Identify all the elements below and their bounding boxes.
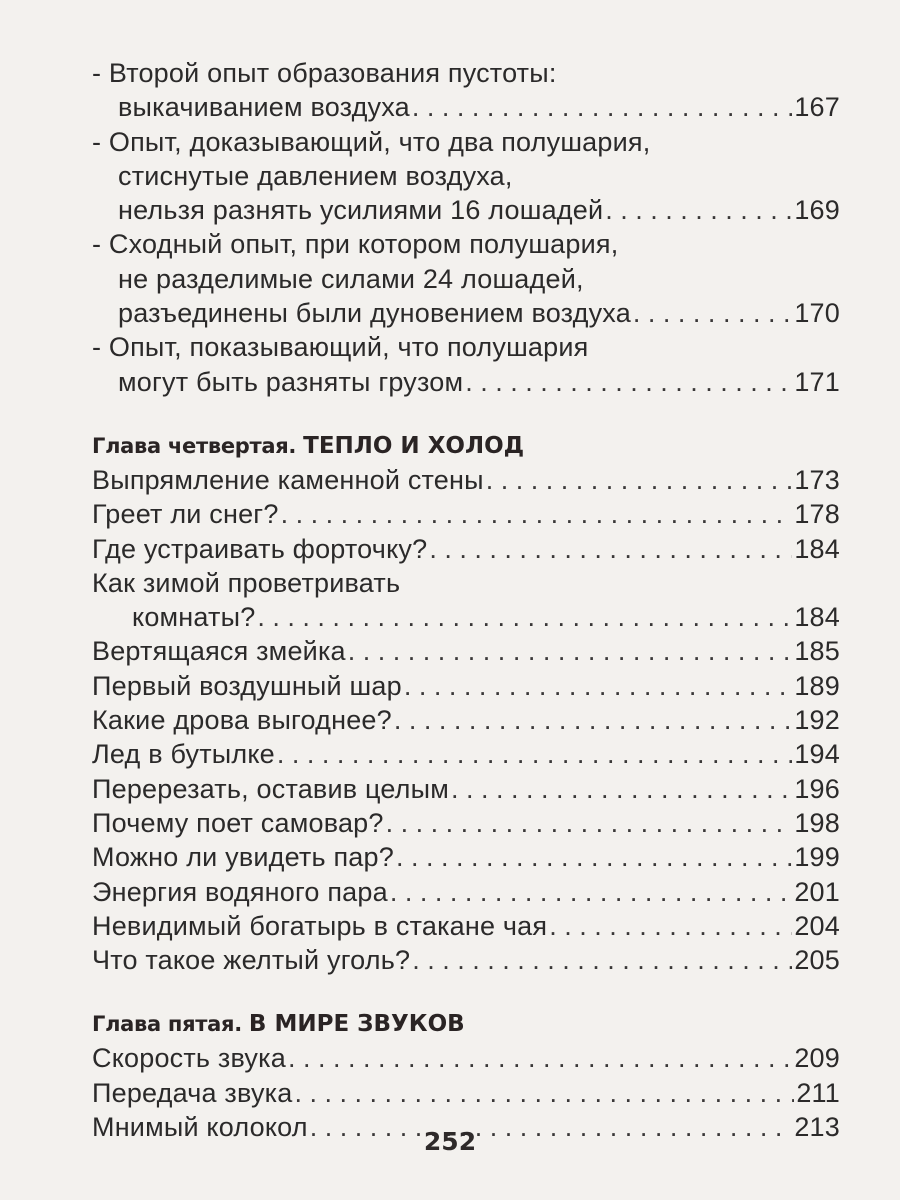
dot-leader bbox=[486, 463, 793, 497]
toc-entry bbox=[92, 1076, 840, 1110]
toc-entry-text: стиснутые давлением воздуха, bbox=[118, 160, 513, 191]
dot-leader bbox=[412, 90, 792, 124]
toc-page-number: 171 bbox=[794, 366, 840, 397]
toc-page-number: 184 bbox=[794, 602, 840, 633]
chapter-title: ТЕПЛО И ХОЛОД bbox=[303, 432, 525, 459]
toc-entry-text: Скорость звука bbox=[92, 1043, 286, 1074]
toc-page-number: 178 bbox=[794, 499, 840, 530]
toc-entry-text: Можно ли увидеть пар? bbox=[92, 842, 394, 873]
toc-entry bbox=[92, 193, 840, 227]
toc-entry bbox=[92, 840, 840, 874]
toc-entry-text: Как зимой проветривать bbox=[92, 567, 401, 598]
chapter-title: В МИРЕ ЗВУКОВ bbox=[248, 1011, 465, 1038]
dot-leader bbox=[348, 634, 793, 668]
toc-entry-text: нельзя разнять усилиями 16 лошадей bbox=[118, 195, 604, 226]
dot-leader bbox=[390, 875, 793, 909]
dot-leader bbox=[257, 600, 792, 634]
toc-entry bbox=[92, 703, 840, 737]
toc-entry-text: - Опыт, показывающий, что полушария bbox=[92, 332, 589, 363]
toc-entry bbox=[92, 943, 840, 977]
toc-entry-text: выкачиванием воздуха bbox=[118, 92, 410, 123]
toc-entry-text: комнаты? bbox=[132, 602, 256, 633]
toc-entry-text: Мнимый колокол bbox=[92, 1112, 308, 1143]
toc-entry-text: не разделимые силами 24 лошадей, bbox=[118, 263, 584, 294]
toc-entry bbox=[92, 497, 840, 531]
toc-page-number: 169 bbox=[794, 195, 840, 226]
toc-entry bbox=[92, 365, 840, 399]
toc-entry-text: Лед в бутылке bbox=[92, 739, 275, 770]
toc-entry bbox=[92, 296, 840, 330]
toc-page-number: 205 bbox=[794, 945, 840, 976]
toc-entry bbox=[92, 909, 840, 943]
toc-line bbox=[92, 56, 840, 90]
dot-leader bbox=[288, 1041, 792, 1075]
toc-page-number: 209 bbox=[794, 1043, 840, 1074]
dot-leader bbox=[281, 497, 793, 531]
chapter-heading bbox=[92, 429, 840, 463]
dot-leader bbox=[412, 943, 792, 977]
toc-entry-text: - Опыт, доказывающий, что два полушария, bbox=[92, 126, 651, 157]
dot-leader bbox=[605, 193, 792, 227]
dot-leader bbox=[429, 532, 792, 566]
toc-entry bbox=[92, 737, 840, 771]
toc-page-number: 170 bbox=[794, 298, 840, 329]
toc-page-number: 173 bbox=[794, 464, 840, 495]
toc-entry-text: Почему поет самовар? bbox=[92, 807, 384, 838]
dot-leader bbox=[633, 296, 792, 330]
chapter-label: Глава четвертая. bbox=[92, 433, 297, 458]
toc-line bbox=[92, 125, 840, 159]
dot-leader bbox=[277, 737, 792, 771]
toc-line bbox=[92, 227, 840, 261]
toc-page-number: 185 bbox=[794, 636, 840, 667]
toc-line bbox=[92, 159, 840, 193]
toc-page-number: 213 bbox=[794, 1112, 840, 1143]
page-number: 252 bbox=[423, 1127, 477, 1156]
toc-page-number: 192 bbox=[794, 705, 840, 736]
toc-page-number: 201 bbox=[794, 876, 840, 907]
toc-page-number: 204 bbox=[794, 910, 840, 941]
dot-leader bbox=[294, 1076, 794, 1110]
toc-entry-text: Энергия водяного пара bbox=[92, 876, 388, 907]
toc-entry-text: Выпрямление каменной стены bbox=[92, 464, 484, 495]
toc-entry bbox=[92, 600, 840, 634]
toc-entry bbox=[92, 669, 840, 703]
toc-entry-text: могут быть разняты грузом bbox=[118, 366, 464, 397]
toc-entry-text: Первый воздушный шар bbox=[92, 670, 402, 701]
toc-entry bbox=[92, 463, 840, 497]
chapter-label: Глава пятая. bbox=[92, 1012, 242, 1037]
toc-entry bbox=[92, 1041, 840, 1075]
dot-leader bbox=[396, 840, 792, 874]
toc-line bbox=[92, 566, 840, 600]
toc-entry-text: Передача звука bbox=[92, 1077, 293, 1108]
toc-entry bbox=[92, 90, 840, 124]
toc-page-number: 199 bbox=[794, 842, 840, 873]
toc-entry bbox=[92, 772, 840, 806]
toc-page-number: 196 bbox=[794, 773, 840, 804]
dot-leader bbox=[451, 772, 792, 806]
toc-entry-text: разъединены были дуновением воздуха bbox=[118, 298, 631, 329]
toc-entry bbox=[92, 634, 840, 668]
toc-entry-text: Что такое желтый уголь? bbox=[92, 945, 411, 976]
toc-entry-text: - Сходный опыт, при котором полушария, bbox=[92, 229, 619, 260]
toc-entry-text: Вертящаяся змейка bbox=[92, 636, 346, 667]
toc-entry-text: - Второй опыт образования пустоты: bbox=[92, 58, 557, 88]
toc-entry-text: Невидимый богатырь в стакане чая bbox=[92, 910, 548, 941]
dot-leader bbox=[465, 365, 792, 399]
toc-page-number: 211 bbox=[796, 1077, 840, 1108]
toc-entry-text: Греет ли снег? bbox=[92, 499, 279, 530]
toc-entry bbox=[92, 875, 840, 909]
toc-page-number: 194 bbox=[794, 739, 840, 770]
toc-entry-text: Какие дрова выгоднее? bbox=[92, 705, 392, 736]
toc-entry bbox=[92, 806, 840, 840]
table-of-contents bbox=[92, 56, 840, 1144]
toc-line bbox=[92, 262, 840, 296]
toc-page-number: 198 bbox=[794, 807, 840, 838]
toc-entry-text: Перерезать, оставив целым bbox=[92, 773, 450, 804]
dot-leader bbox=[549, 909, 792, 943]
toc-page-number: 167 bbox=[794, 92, 840, 123]
toc-entry bbox=[92, 532, 840, 566]
chapter-heading bbox=[92, 1007, 840, 1041]
toc-page-number: 189 bbox=[794, 670, 840, 701]
dot-leader bbox=[404, 669, 793, 703]
toc-line bbox=[92, 330, 840, 364]
toc-page-number: 184 bbox=[794, 533, 840, 564]
toc-entry-text: Где устраивать форточку? bbox=[92, 533, 428, 564]
dot-leader bbox=[386, 806, 793, 840]
dot-leader bbox=[394, 703, 793, 737]
